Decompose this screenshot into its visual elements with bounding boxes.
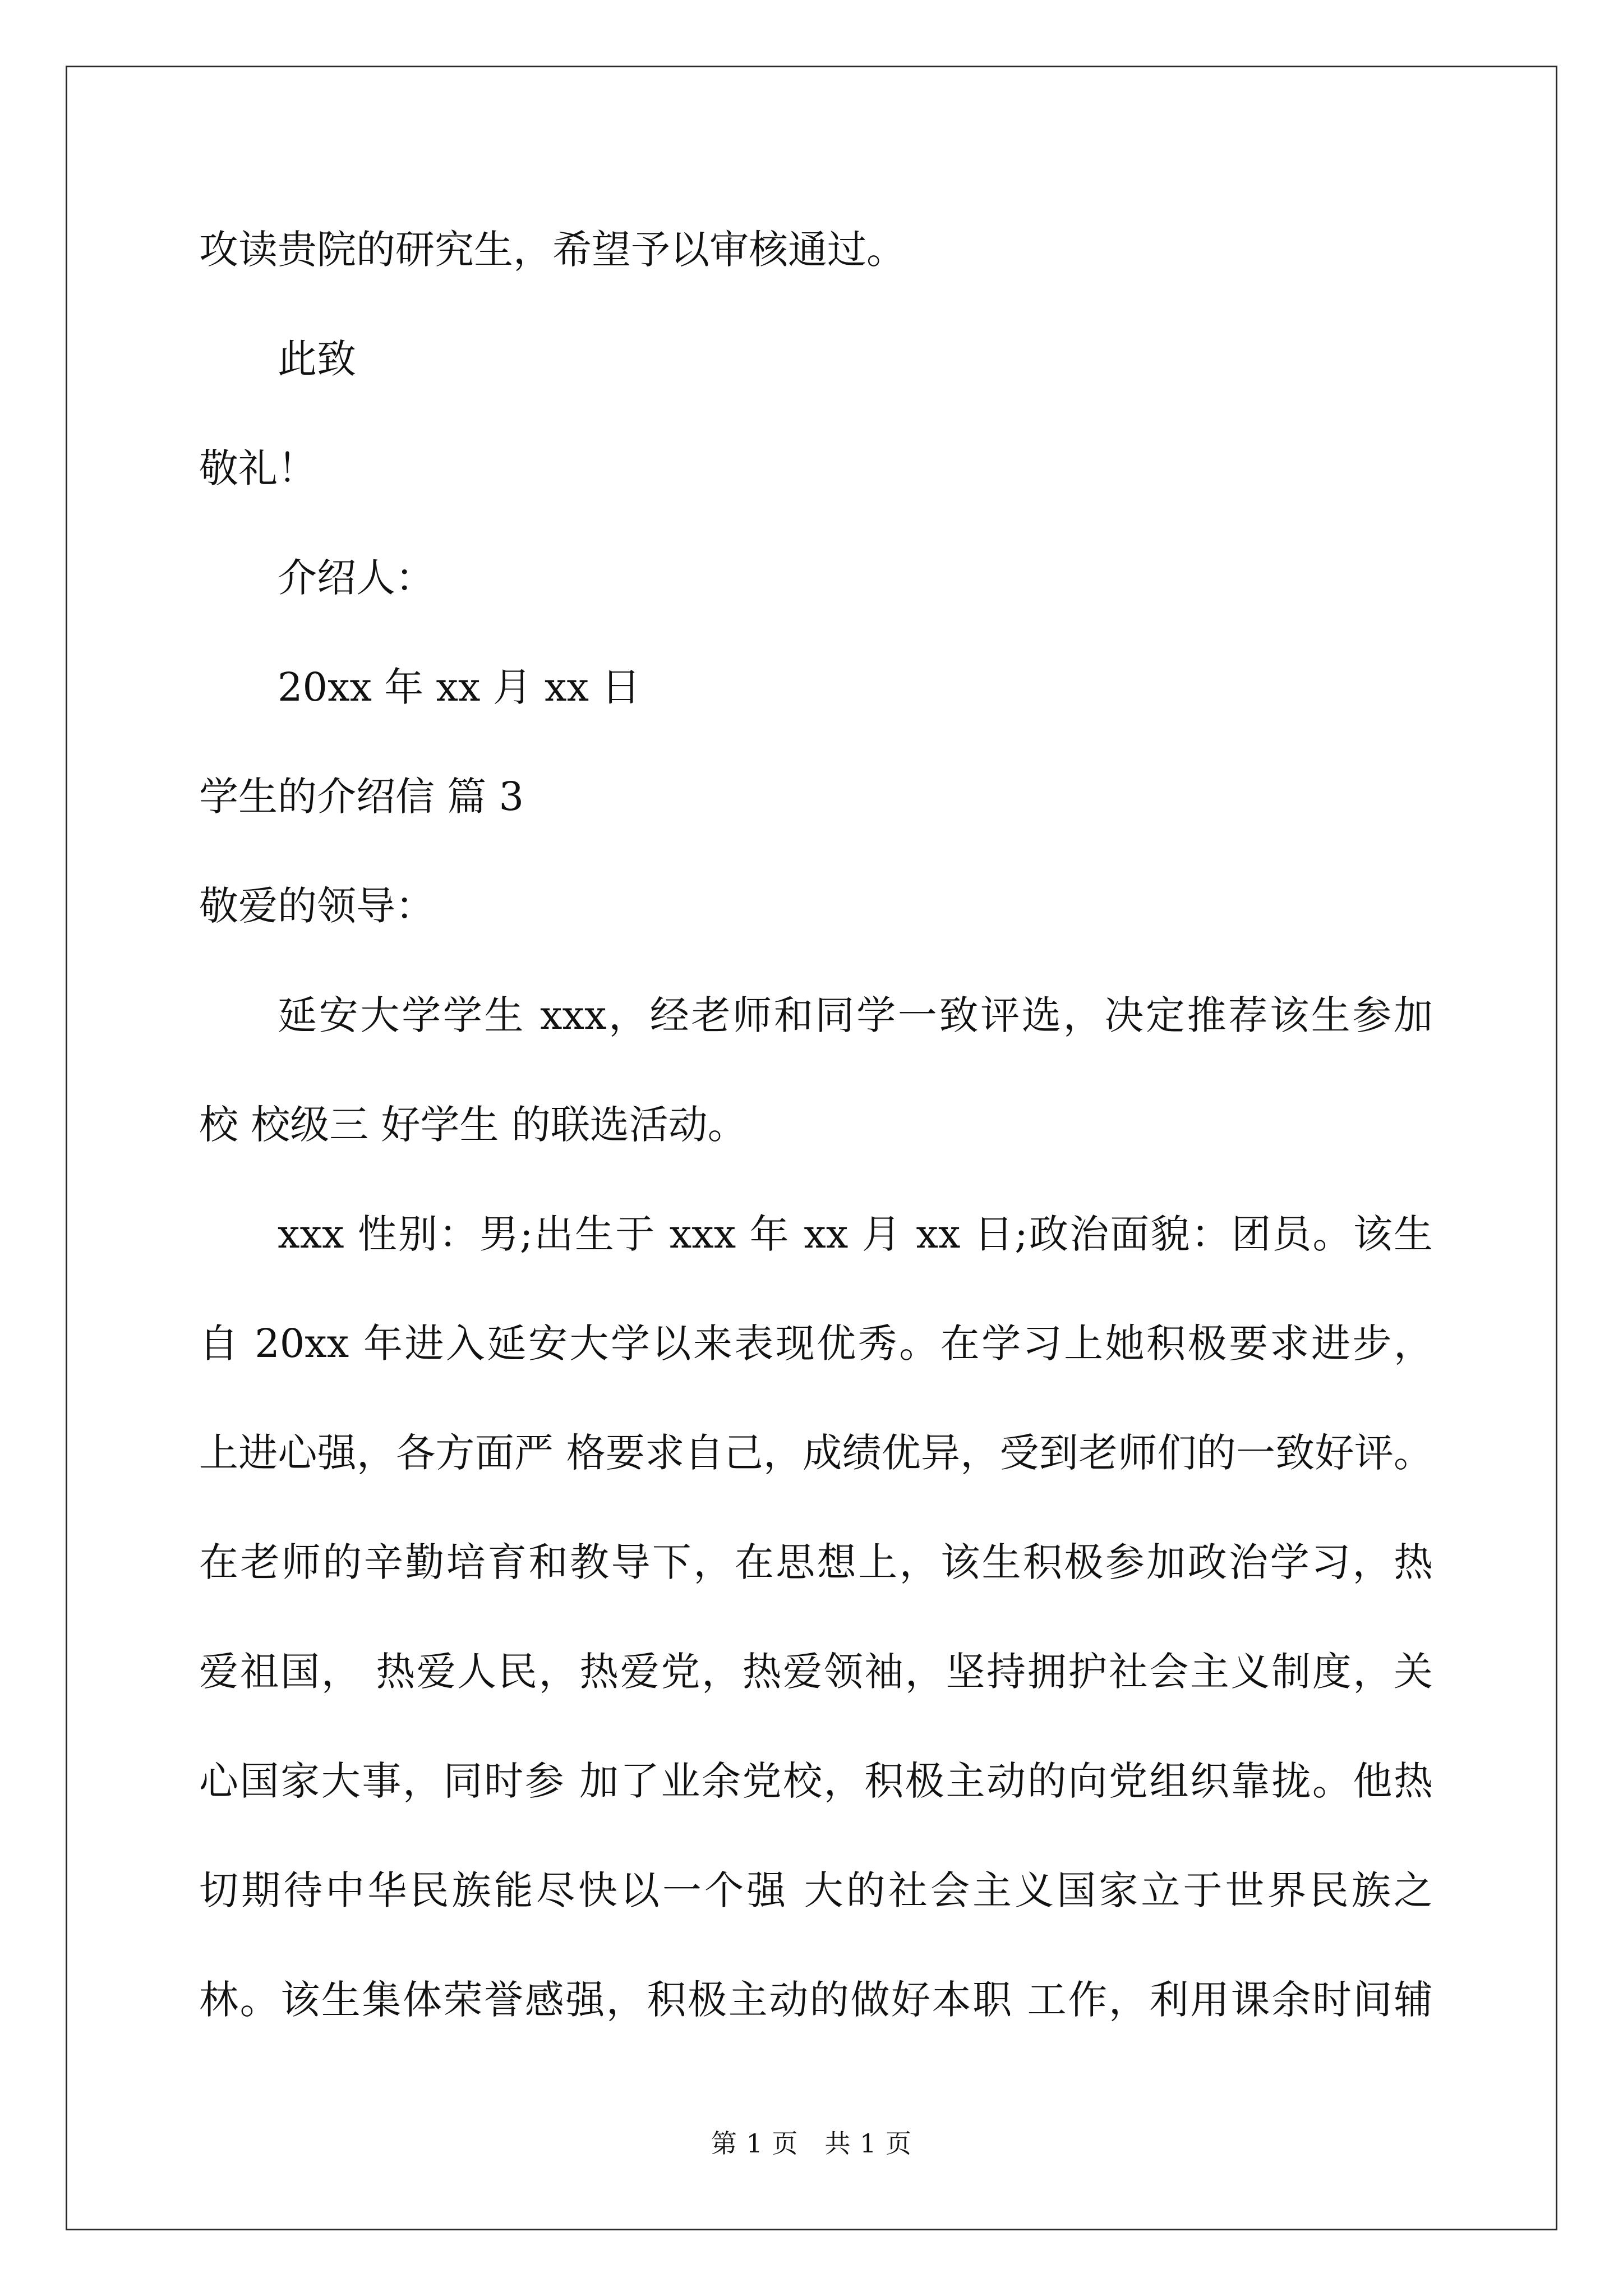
paragraph-line: 爱祖国， 热爱人民，热爱党，热爱领袖，坚持拥护社会主义制度，关	[199, 1649, 1433, 1695]
paragraph-line: 切期待中华民族能尽快以一个强 大的社会主义国家立于世界民族之	[199, 1867, 1433, 1913]
greeting-line: 敬爱的领导：	[199, 883, 435, 929]
paragraph-line: 校 校级三 好学生 的联选活动。	[199, 1102, 747, 1148]
paragraph-line: 林。该生集体荣誉感强，积极主动的做好本职 工作，利用课余时间辅	[199, 1977, 1433, 2023]
salutation-closing: 此致	[278, 336, 356, 382]
date-line: 20xx 年 xx 月 xx 日	[278, 664, 641, 710]
salutation-respect: 敬礼！	[199, 445, 317, 491]
text-line: 攻读贵院的研究生，希望予以审核通过。	[199, 227, 906, 273]
page-number: 第 1 页 共 1 页	[711, 2128, 912, 2159]
introducer-label: 介绍人：	[278, 555, 435, 601]
paragraph-line: 上进心强，各方面严 格要求自己，成绩优异，受到老师们的一致好评。	[199, 1430, 1433, 1476]
paragraph-line: 延安大学学生 xxx，经老师和同学一致评选，决定推荐该生参加	[278, 992, 1433, 1038]
paragraph-line: 心国家大事，同时参 加了业余党校，积极主动的向党组织靠拢。他热	[199, 1758, 1433, 1804]
paragraph-line: xxx 性别：男;出生于 xxx 年 xx 月 xx 日;政治面貌：团员。该生	[278, 1211, 1433, 1257]
paragraph-line: 在老师的辛勤培育和教导下，在思想上，该生积极参加政治学习，热	[199, 1539, 1433, 1585]
paragraph-line: 自 20xx 年进入延安大学以来表现优秀。在学习上她积极要求进步，	[199, 1320, 1433, 1366]
section-heading: 学生的介绍信 篇 3	[199, 774, 524, 820]
